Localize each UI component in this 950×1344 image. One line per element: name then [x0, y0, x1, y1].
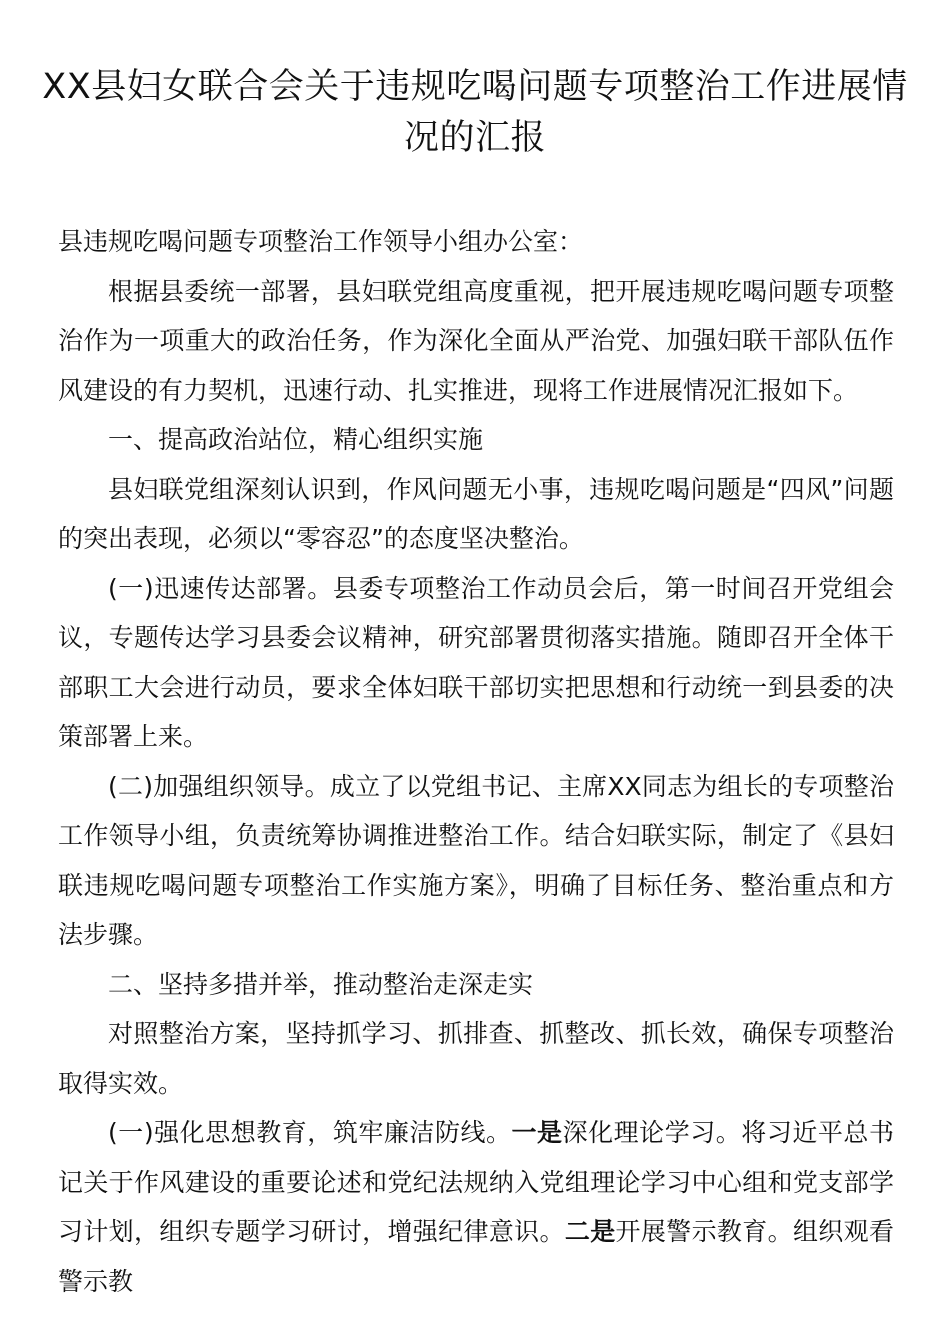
item-prefix: (一)强化思想教育，筑牢廉洁防线。: [108, 1118, 512, 1147]
section-1-item-2: (二)加强组织领导。成立了以党组书记、主席XX同志为组长的专项整治工作领导小组，负责统筹协调推进整治工作。结合妇联实际，制定了《县妇联违规吃喝问题专项整治工作实施方案》，明确了目标任务、整治重点和方法步骤。: [58, 771, 894, 949]
salutation: 县违规吃喝问题专项整治工作领导小组办公室：: [58, 227, 584, 256]
keyword-first: 一是: [511, 1118, 563, 1147]
document-title: XX县妇女联合会关于违规吃喝问题专项整治工作进展情况的汇报: [42, 67, 908, 158]
keyword-second: 二是: [564, 1217, 616, 1246]
intro-paragraph: 根据县委统一部署，县妇联党组高度重视，把开展违规吃喝问题专项整治作为一项重大的政治任务，作为深化全面从严治党、加强妇联干部队伍作风建设的有力契机，迅速行动、扎实推进，现将工作进展情况汇报如下。: [58, 276, 894, 405]
section-1-heading: 一、提高政治站位，精心组织实施: [108, 425, 484, 454]
section-1-item-1: (一)迅速传达部署。县委专项整治工作动员会后，第一时间召开党组会议，专题传达学习县委会议精神，研究部署贯彻落实措施。随即召开全体干部职工大会进行动员，要求全体妇联干部切实把思想和行动统一到县委的决策部署上来。: [58, 573, 894, 751]
section-2-heading: 二、坚持多措并举，推动整治走深走实: [108, 969, 534, 999]
item-text-first: 深化理论学习。将习近平总书记关于作风建设的重要论述和党纪法规纳入党组理论学习中心组和党支部学习计划，组织专题学习研讨，增强纪律意识。: [58, 1118, 894, 1246]
item-text-second: 开展警示教育。组织观看警示教: [58, 1217, 894, 1296]
section-2-lead: 对照整治方案，坚持抓学习、抓排查、抓整改、抓长效，确保专项整治取得实效。: [58, 1019, 894, 1098]
section-2-item-1: [58, 1108, 894, 1306]
document-body: [58, 217, 894, 1306]
section-1-lead: 县妇联党组深刻认识到，作风问题无小事，违规吃喝问题是“四风”问题的突出表现，必须以“零容忍”的态度坚决整治。: [58, 474, 894, 553]
